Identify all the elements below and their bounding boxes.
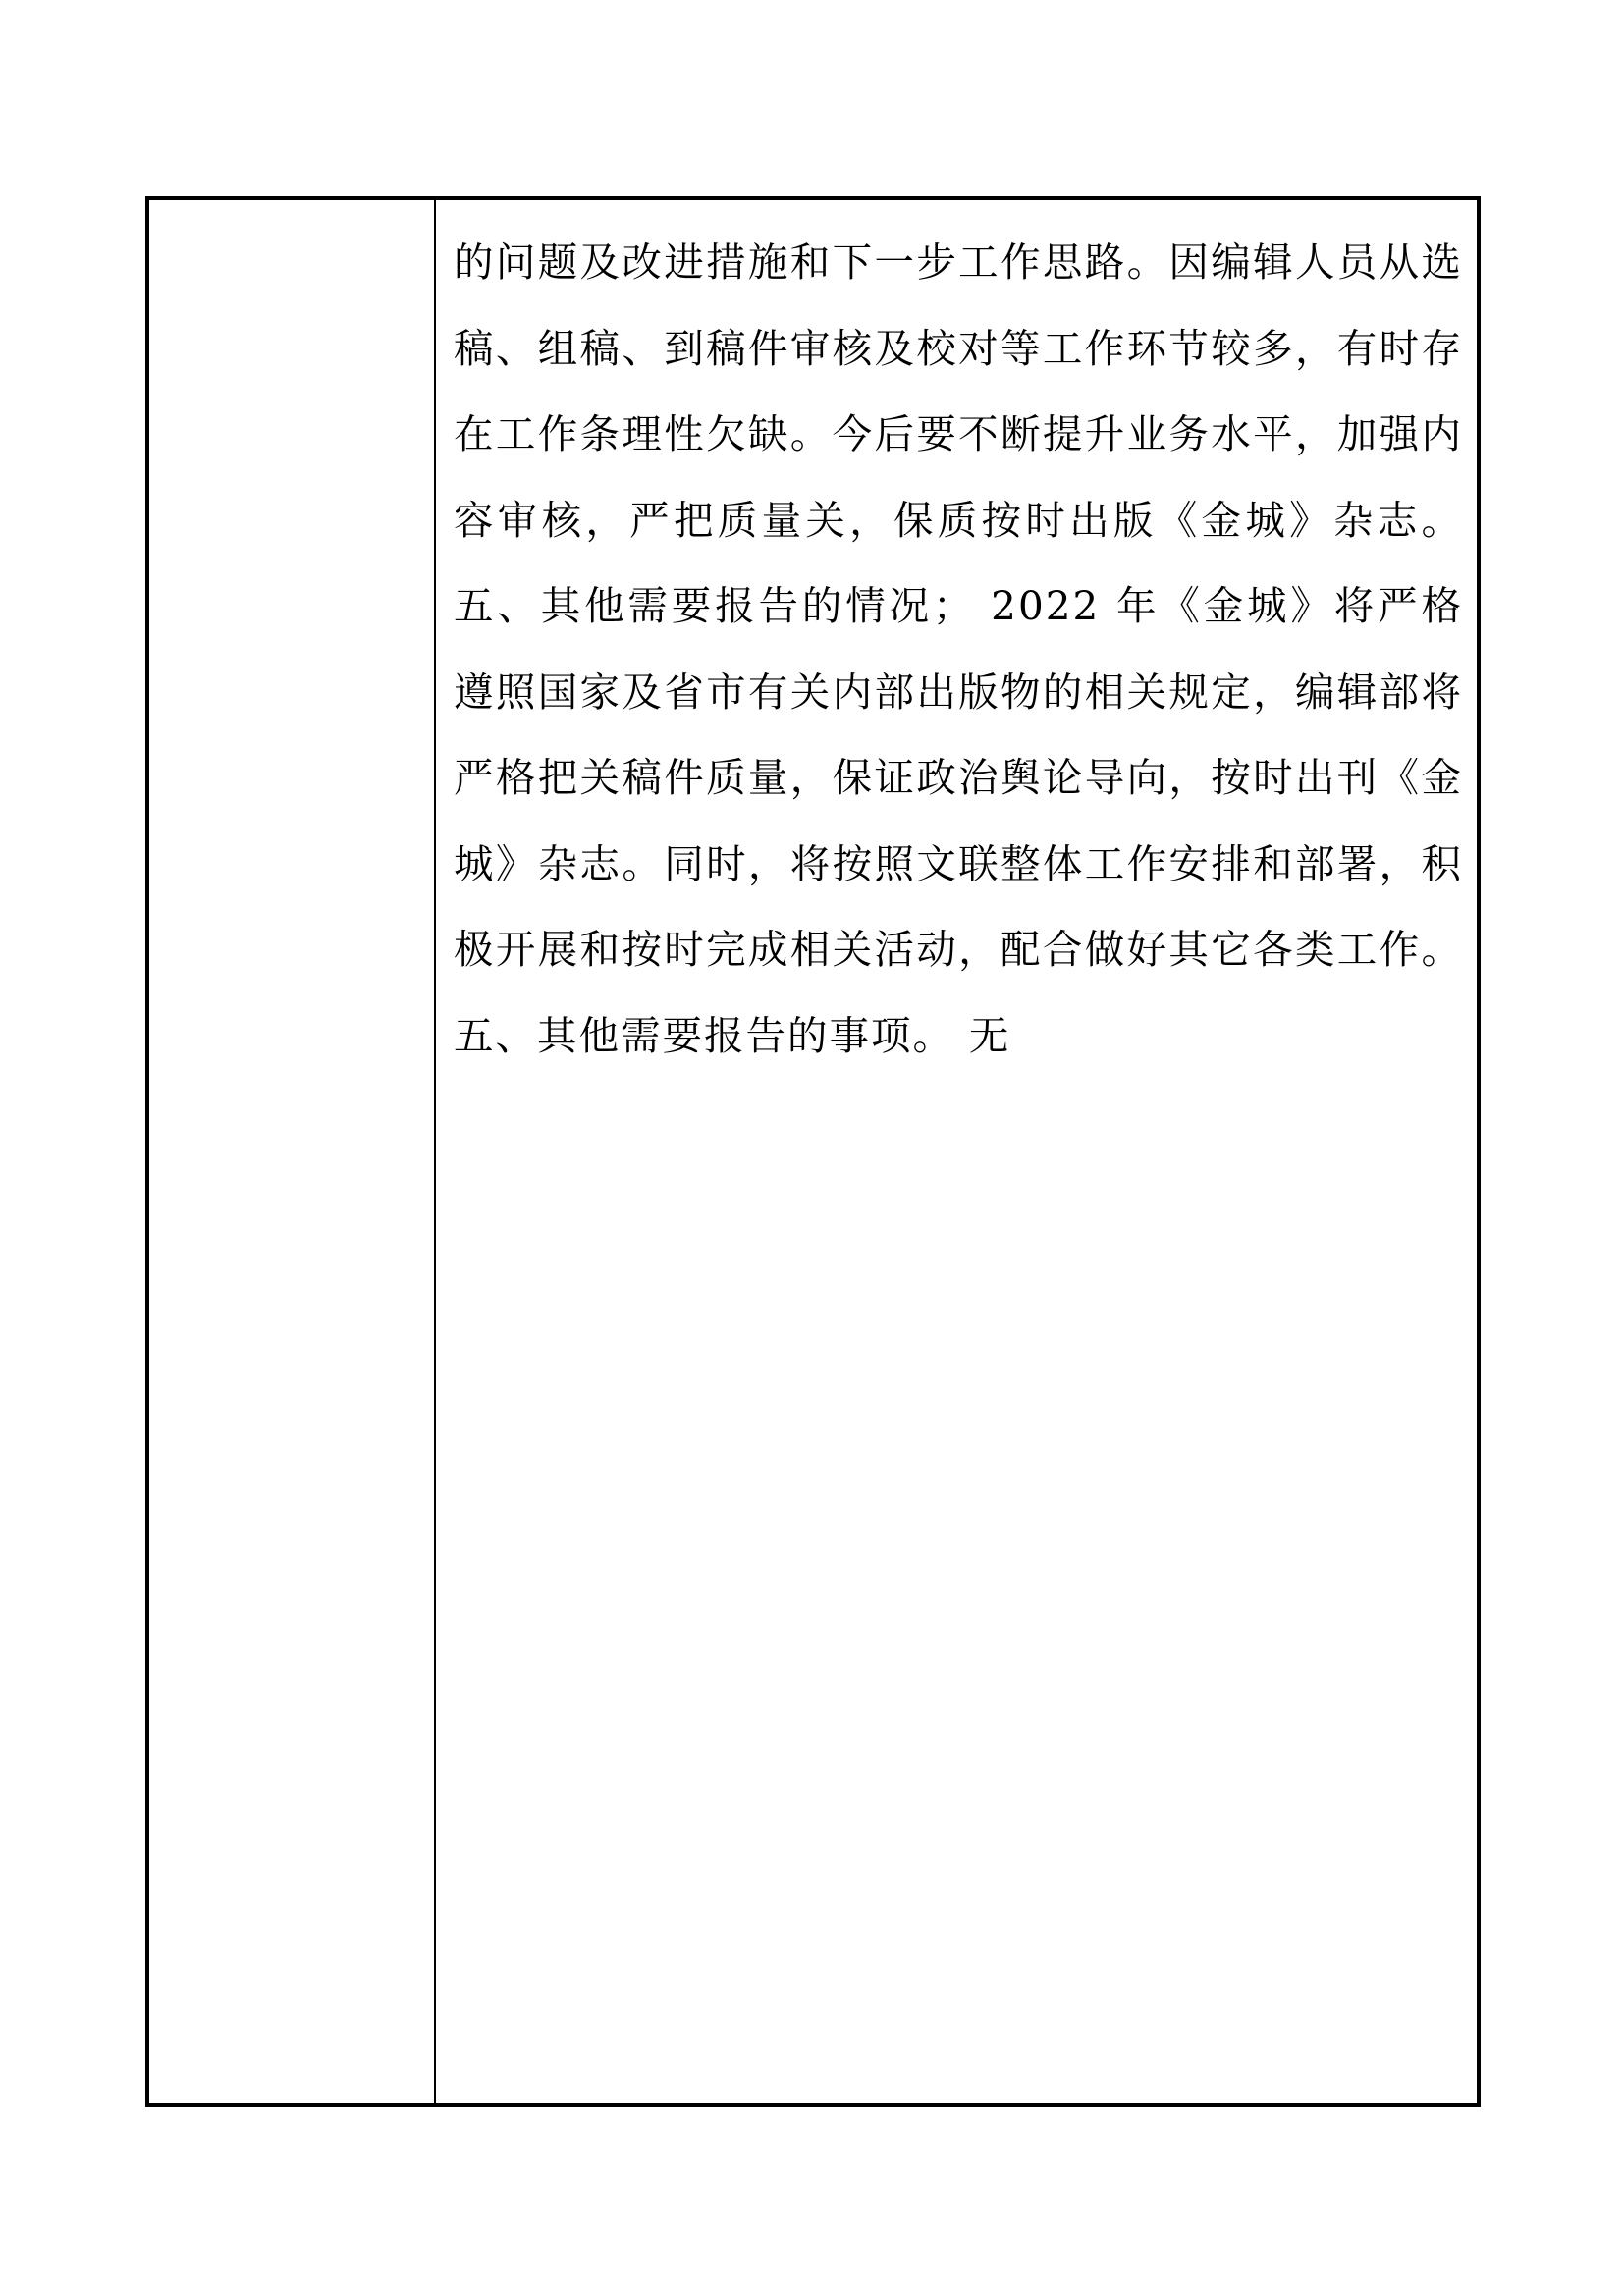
report-body-text: 的问题及改进措施和下一步工作思路。因编辑人员从选稿、组稿、到稿件审核及校对等工作环节较多，有时存在工作条理性欠缺。今后要不断提升业务水平，加强内容审核，严把质量关，保质按时出版《金城》杂志。 五、其他需要报告的情况； 2022 年《金城》将严格遵照国家及省市有关内部出版物的相关规定，编辑部将严格把关稿件质量，保证政治舆论导向，按时出刊《金城》杂志。同时，将按照文联整体工作安排和部署，积极开展和按时完成相关活动，配合做好其它各类工作。 五、其他需要报告的事项。 无 (454, 239, 1463, 1059)
report-table (145, 196, 1481, 2107)
table-label-cell (149, 200, 436, 2103)
table-content-cell (436, 200, 1477, 2103)
